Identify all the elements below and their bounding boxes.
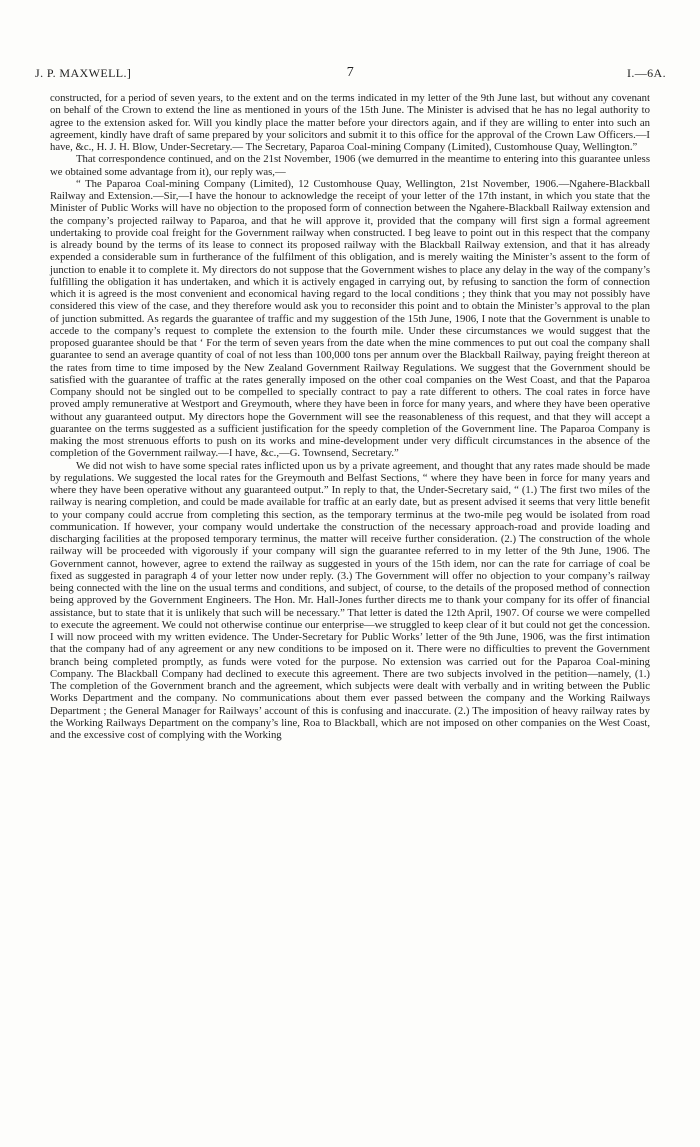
paragraph-correspondence: That correspondence continued, and on the 21st November, 1906 (we demurred in the meantime to entering into this guarantee unless we obtained some advantage from it), our reply was,— — [50, 153, 650, 178]
paragraph-letter-quote: “ The Paparoa Coal-mining Company (Limited), 12 Customhouse Quay, Wellington, 21st November, 1906.—Ngahere-Blackball Railway and Extension.—Sir,—I have the honour to acknowledge the receipt of your letter of the 17th instant, in which you state that the Minister of Public Works will have no objection to the proposed form of connection between the Ngahere-Blackball Railway extension and the company’s projected railway to Paparoa, and that he will approve it, provided that the company will first sign a formal agreement undertaking to provide coal freight for the Government railway when constructed. I beg leave to point out in this respect that the company is already bound by the terms of its lease to connect its proposed railway with the Blackball Railway extension, and that it has already expended a considerable sum in furtherance of the fulfilment of this obligation, and is merely waiting the Minister’s assent to the form of junction to enable it to complete it. My directors do not suppose that the Government wishes to place any delay in the way of the company’s fulfilling the obligation it has undertaken, and which it is actively engaged in carrying out, by refusing to sanction the form of connection which it is agreed is the most convenient and economical having regard to the local conditions ; they think that you may not possibly have considered this view of the case, and they therefore would ask you to reconsider this point and to obtain the Minister’s approval to the plan of junction submitted. As regards the guarantee of traffic and my suggestion of the 15th June, 1906, I note that the Government is unable to accede to the company’s request to complete the extension to the fourth mile. Under these circumstances we would suggest that the proposed guarantee should be that ‘ For the term of seven years from the date when the mine commences to put out coal the company shall guarantee to send an average quantity of coal of not less than 100,000 tons per annum over the Blackball Railway, paying freight thereon at the rates from time to time imposed by the New Zealand Government Railway Regulations. We suggest that the Government should be satisfied with the guarantee of traffic at the rates generally imposed on the other coal companies on the West Coast, and that the Paparoa Company should not be singled out to be compelled to specially contract to pay a rate different to others. The coal rates in force have proved amply remunerative at Westport and Greymouth, where they have been in force for many years, and where they have been operative without any guaranteed output. My directors hope the Government will see the reasonableness of this request, and that they will accept a guarantee on the terms suggested as a sufficient justification for the speedy completion of the Government line. The Paparoa Company is making the most strenuous efforts to push on its works and mine-development under very difficult circumstances in the absence of the completion of the Government railway.—I have, &c.,—G. Townsend, Secretary.” — [50, 177, 650, 460]
body-text — [50, 92, 650, 741]
paragraph-evidence: We did not wish to have some special rates inflicted upon us by a private agreement, and thought that any rates made should be made by regulations. We suggested the local rates for the Greymouth and Belfast Sections, “ where they have been in force for many years and where they have been operative without any guaranteed output.” In reply to that, the Under-Secretary said, “ (1.) The first two miles of the railway is nearing completion, and could be made available for traffic at an early date, but as present advised it seems that very little benefit to your company could accrue from completing this section, as the temporary terminus at the two-mile peg would be isolated from road communication. If however, your company would undertake the construction of the necessary approach-road and provide loading and discharging facilities at the proposed temporary terminus, the matter will receive further consideration. (2.) The construction of the whole railway will be proceeded with vigorously if your company will sign the guarantee referred to in my letter of the 9th June, 1906. The Government cannot, however, agree to extend the railway as suggested in yours of the 15th idem, nor can the rate for carriage of coal be fixed as suggested in paragraph 4 of your letter now under reply. (3.) The Government will offer no objection to your company’s railway being connected with the line on the usual terms and conditions, and subject, of course, to the details of the proposed method of connection being approved by the Government Engineers. The Hon. Mr. Hall-Jones further directs me to thank your company for its offer of financial assistance, but to state that it is unlikely that such will be necessary.” That letter is dated the 12th April, 1907. Of course we were compelled to execute the agreement. We could not otherwise continue our enterprise—we struggled to keep clear of it but could not get the concession. I will now proceed with my written evidence. The Under-Secretary for Public Works’ letter of the 9th June, 1906, was the first intimation that the company had of any agreement or any new conditions to be imposed on it. There were no difficulties to prevent the Government branch being completed promptly, as funds were voted for the purpose. No extension was carried out for the Paparoa Coal-mining Company. The Blackball Company had declined to execute this agreement. There are two subjects involved in the petition—namely, (1.) The completion of the Government branch and the agreement, which subjects were dealt with verbally and in writing between the Public Works Department and the company. No communications about them ever passed between the company and the Working Railways Department ; the General Manager for Railways’ account of this is confusing and inaccurate. (2.) The imposition of heavy railway rates by the Working Railways Department on the company’s line, Roa to Blackball, which are not imposed on other companies on the West Coast, and the excessive cost of complying with the Working — [50, 459, 650, 741]
page-header — [35, 66, 666, 82]
page-number: 7 — [346, 65, 355, 80]
document-reference: I.—6A. — [626, 66, 666, 80]
paragraph-continued: constructed, for a period of seven years, to the extent and on the terms indicated in my letter of the 9th June last, but without any covenant on behalf of the Crown to extend the line as mentioned in yours of the 15th June. The Minister is advised that he has no legal authority to agree to the extension asked for. Will you kindly place the matter before your directors again, and if they are willing to enter into such an agreement, kindly have draft of same prepared by your solicitors and submit it to this office for the approval of the Crown Law Officers.—I have, &c., H. J. H. Blow, Under-Secretary.— The Secretary, Paparoa Coal-mining Company (Limited), Customhouse Quay, Wellington.” — [50, 92, 650, 153]
header-author: J. P. MAXWELL.] — [35, 66, 132, 80]
